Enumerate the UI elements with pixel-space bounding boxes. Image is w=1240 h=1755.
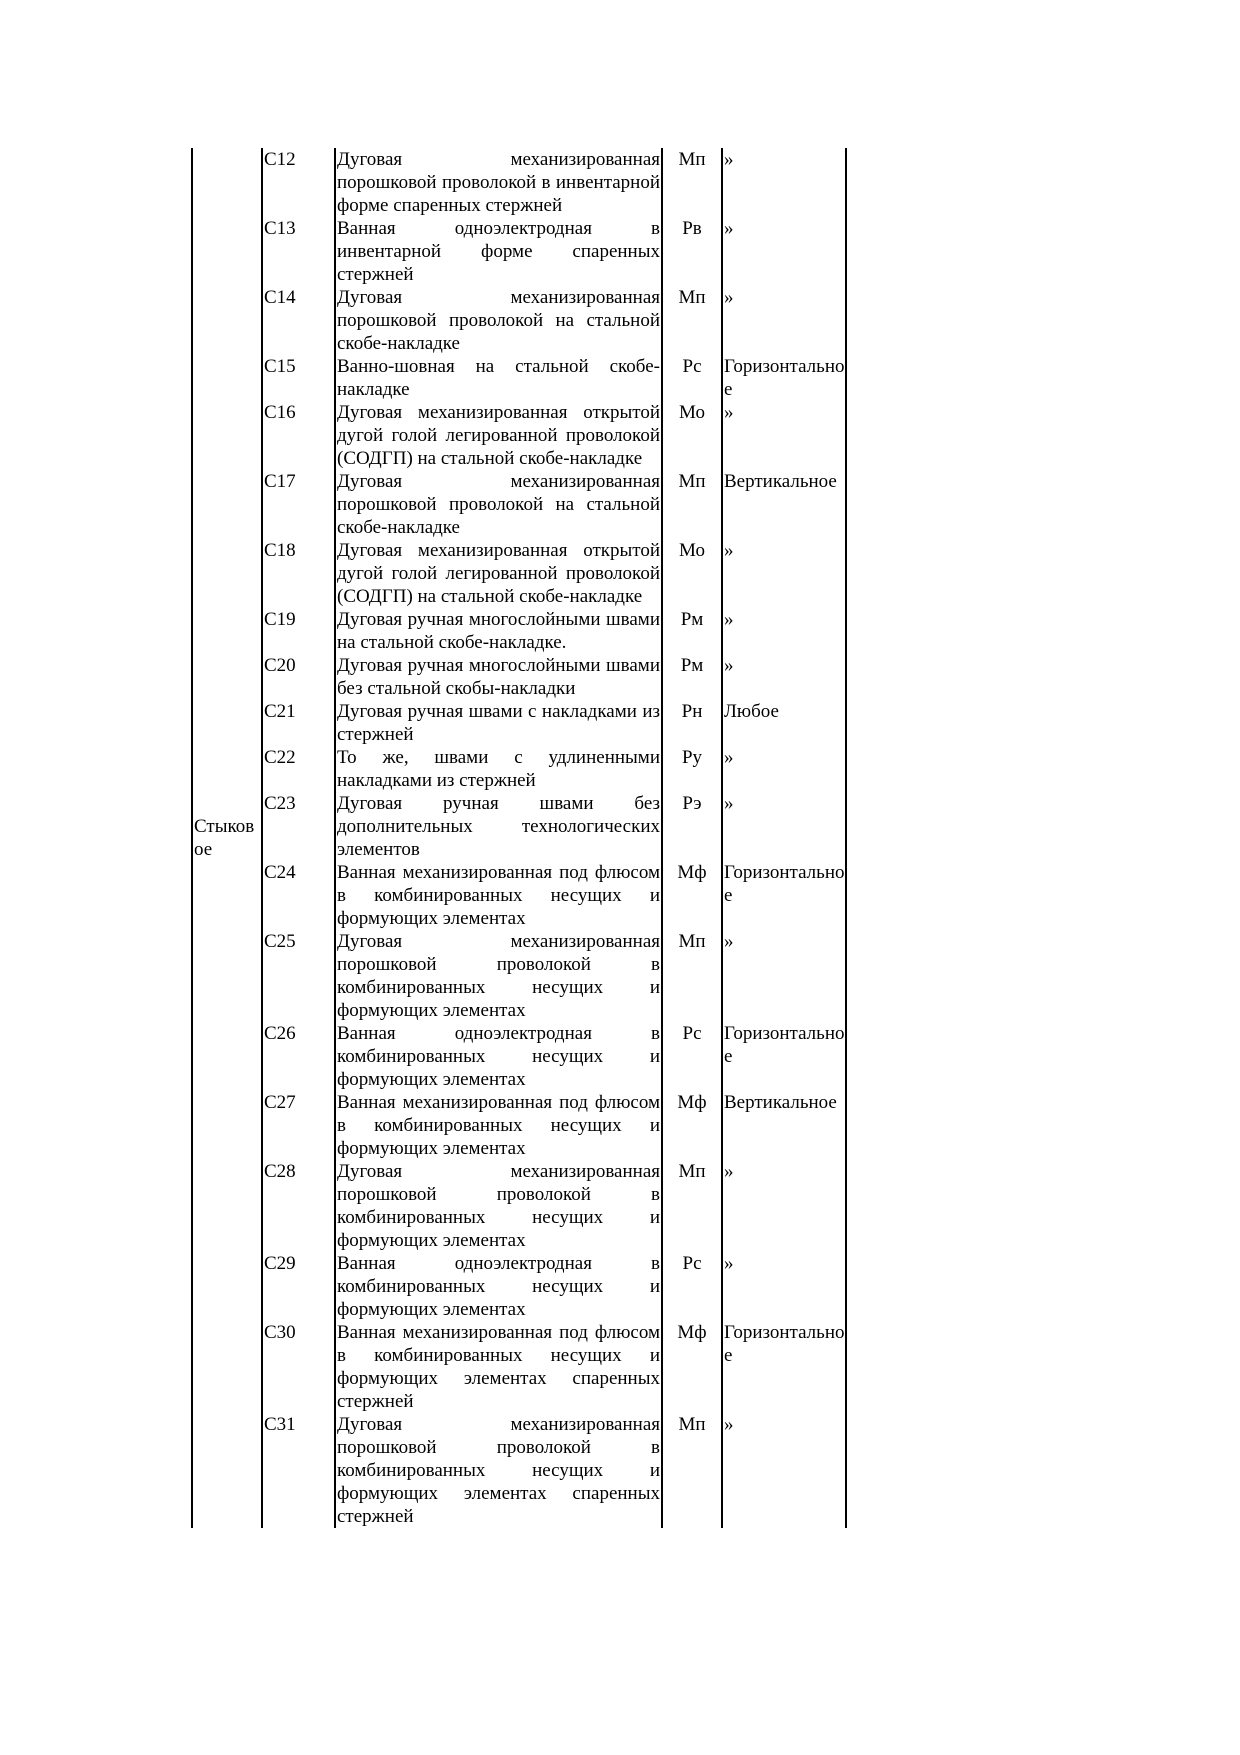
welding-code: С19: [264, 609, 296, 630]
welding-symbol: Мп: [678, 471, 706, 492]
welding-symbol: Мо: [679, 402, 705, 423]
welding-description: Дуговая механизированная порошковой проволокой в комбинированных несущих и формующих элементах: [337, 1161, 660, 1251]
welding-description: Дуговая механизированная порошковой проволокой в инвентарной форме спаренных стержней: [337, 149, 660, 216]
welding-code: С31: [264, 1414, 296, 1435]
table-row: [192, 792, 846, 861]
welding-symbol: Рм: [680, 655, 704, 676]
table-row: [192, 401, 846, 470]
welding-methods-table: [191, 148, 847, 1528]
welding-symbol: Мф: [677, 1092, 707, 1113]
welding-description: Дуговая ручная швами без дополнительных технологических элементов: [337, 793, 660, 860]
welding-symbol: Мп: [678, 1414, 706, 1435]
table-row: [192, 746, 846, 792]
welding-symbol: Мп: [678, 287, 706, 308]
table-row: [192, 654, 846, 700]
welding-symbol: Мп: [678, 1161, 706, 1182]
welding-position: »: [722, 608, 846, 654]
welding-code: С18: [264, 540, 296, 561]
welding-code: С14: [264, 287, 296, 308]
welding-symbol: Рэ: [682, 793, 702, 814]
welding-description: Ванная механизированная под флюсом в комбинированных несущих и формующих элементах: [337, 862, 660, 929]
welding-position: »: [722, 654, 846, 700]
welding-symbol: Рс: [682, 1253, 702, 1274]
table-row: [192, 1091, 846, 1160]
welding-description: Ванно-шовная на стальной скобе-накладке: [337, 356, 660, 400]
table-row: [192, 355, 846, 401]
welding-position: »: [722, 746, 846, 792]
welding-description: Дуговая механизированная порошковой проволокой на стальной скобе-накладке: [337, 287, 660, 354]
welding-code: С17: [264, 471, 296, 492]
welding-position: »: [722, 401, 846, 470]
welding-position: Горизонтальное: [722, 1321, 846, 1413]
welding-position: Горизонтальное: [722, 861, 846, 930]
welding-code: С21: [264, 701, 296, 722]
welding-position: Горизонтальное: [722, 1022, 846, 1091]
table-row: [192, 608, 846, 654]
welding-symbol: Мо: [679, 540, 705, 561]
welding-symbol: Мп: [678, 149, 706, 170]
joint-type-cell: [192, 148, 262, 1528]
welding-position: »: [722, 792, 846, 861]
table-row: [192, 286, 846, 355]
welding-position: »: [722, 286, 846, 355]
welding-position: »: [722, 1160, 846, 1252]
welding-position: Вертикальное: [722, 1091, 846, 1160]
welding-description: Дуговая ручная многослойными швами на стальной скобе-накладке.: [337, 609, 660, 653]
welding-symbol: Ру: [681, 747, 703, 768]
welding-code: С12: [264, 149, 296, 170]
table-row: [192, 1022, 846, 1091]
welding-code: С26: [264, 1023, 296, 1044]
welding-position: »: [722, 148, 846, 217]
welding-description: Дуговая ручная многослойными швами без стальной скобы-накладки: [337, 655, 660, 699]
welding-symbol: Рн: [681, 701, 703, 722]
welding-code: С23: [264, 793, 296, 814]
welding-code: С27: [264, 1092, 296, 1113]
welding-code: С28: [264, 1161, 296, 1182]
table-row: [192, 217, 846, 286]
welding-description: Дуговая механизированная открытой дугой голой легированной проволокой (СОДГП) на стальной скобе-накладке: [337, 402, 660, 469]
welding-description: Дуговая механизированная открытой дугой голой легированной проволокой (СОДГП) на стальной скобе-накладке: [337, 540, 660, 607]
table-row: [192, 930, 846, 1022]
welding-description: Ванная одноэлектродная в комбинированных несущих и формующих элементах: [337, 1253, 660, 1320]
table-body: [192, 148, 846, 1528]
welding-symbol: Рм: [680, 609, 704, 630]
table-row: [192, 148, 846, 217]
welding-symbol: Мп: [678, 931, 706, 952]
table-row: [192, 470, 846, 539]
welding-code: С16: [264, 402, 296, 423]
welding-code: С20: [264, 655, 296, 676]
welding-code: С24: [264, 862, 296, 883]
welding-position: »: [722, 539, 846, 608]
welding-code: С30: [264, 1322, 296, 1343]
joint-type-label: Стыковое: [194, 816, 255, 860]
welding-position: Любое: [722, 700, 846, 746]
welding-description: Ванная механизированная под флюсом в комбинированных несущих и формующих элементах: [337, 1092, 660, 1159]
table-row: [192, 1252, 846, 1321]
welding-symbol: Рв: [682, 218, 702, 239]
welding-symbol: Рс: [682, 356, 702, 377]
welding-code: С22: [264, 747, 296, 768]
welding-description: Ванная одноэлектродная в комбинированных несущих и формующих элементах: [337, 1023, 660, 1090]
welding-symbol: Мф: [677, 862, 707, 883]
table-row: [192, 1160, 846, 1252]
table-row: [192, 539, 846, 608]
welding-position: Горизонтальное: [724, 356, 845, 400]
welding-description: Ванная механизированная под флюсом в комбинированных несущих и формующих элементах спаренных стержней: [337, 1322, 660, 1412]
welding-description: Дуговая механизированная порошковой проволокой в комбинированных несущих и формующих элементах: [337, 931, 660, 1021]
welding-description: Дуговая механизированная порошковой проволокой на стальной скобе-накладке: [337, 471, 660, 538]
table-row: [192, 1413, 846, 1528]
welding-code: С15: [264, 356, 296, 377]
welding-description: Дуговая ручная швами с накладками из стержней: [337, 701, 660, 745]
welding-code: С25: [264, 931, 296, 952]
table-row: [192, 700, 846, 746]
welding-description: Дуговая механизированная порошковой проволокой в комбинированных несущих и формующих элементах спаренных стержней: [337, 1414, 660, 1527]
welding-code: С29: [264, 1253, 296, 1274]
welding-position: Вертикальное: [722, 470, 846, 539]
welding-position: »: [722, 217, 846, 286]
welding-symbol: Рс: [682, 1023, 702, 1044]
welding-description: То же, швами с удлиненными накладками из стержней: [337, 747, 660, 791]
welding-position: »: [722, 1413, 846, 1528]
table-row: [192, 861, 846, 930]
welding-description: Ванная одноэлектродная в инвентарной форме спаренных стержней: [337, 218, 660, 285]
welding-symbol: Мф: [677, 1322, 707, 1343]
table-row: [192, 1321, 846, 1413]
welding-position: »: [722, 930, 846, 1022]
welding-position: »: [722, 1252, 846, 1321]
welding-code: С13: [264, 218, 296, 239]
